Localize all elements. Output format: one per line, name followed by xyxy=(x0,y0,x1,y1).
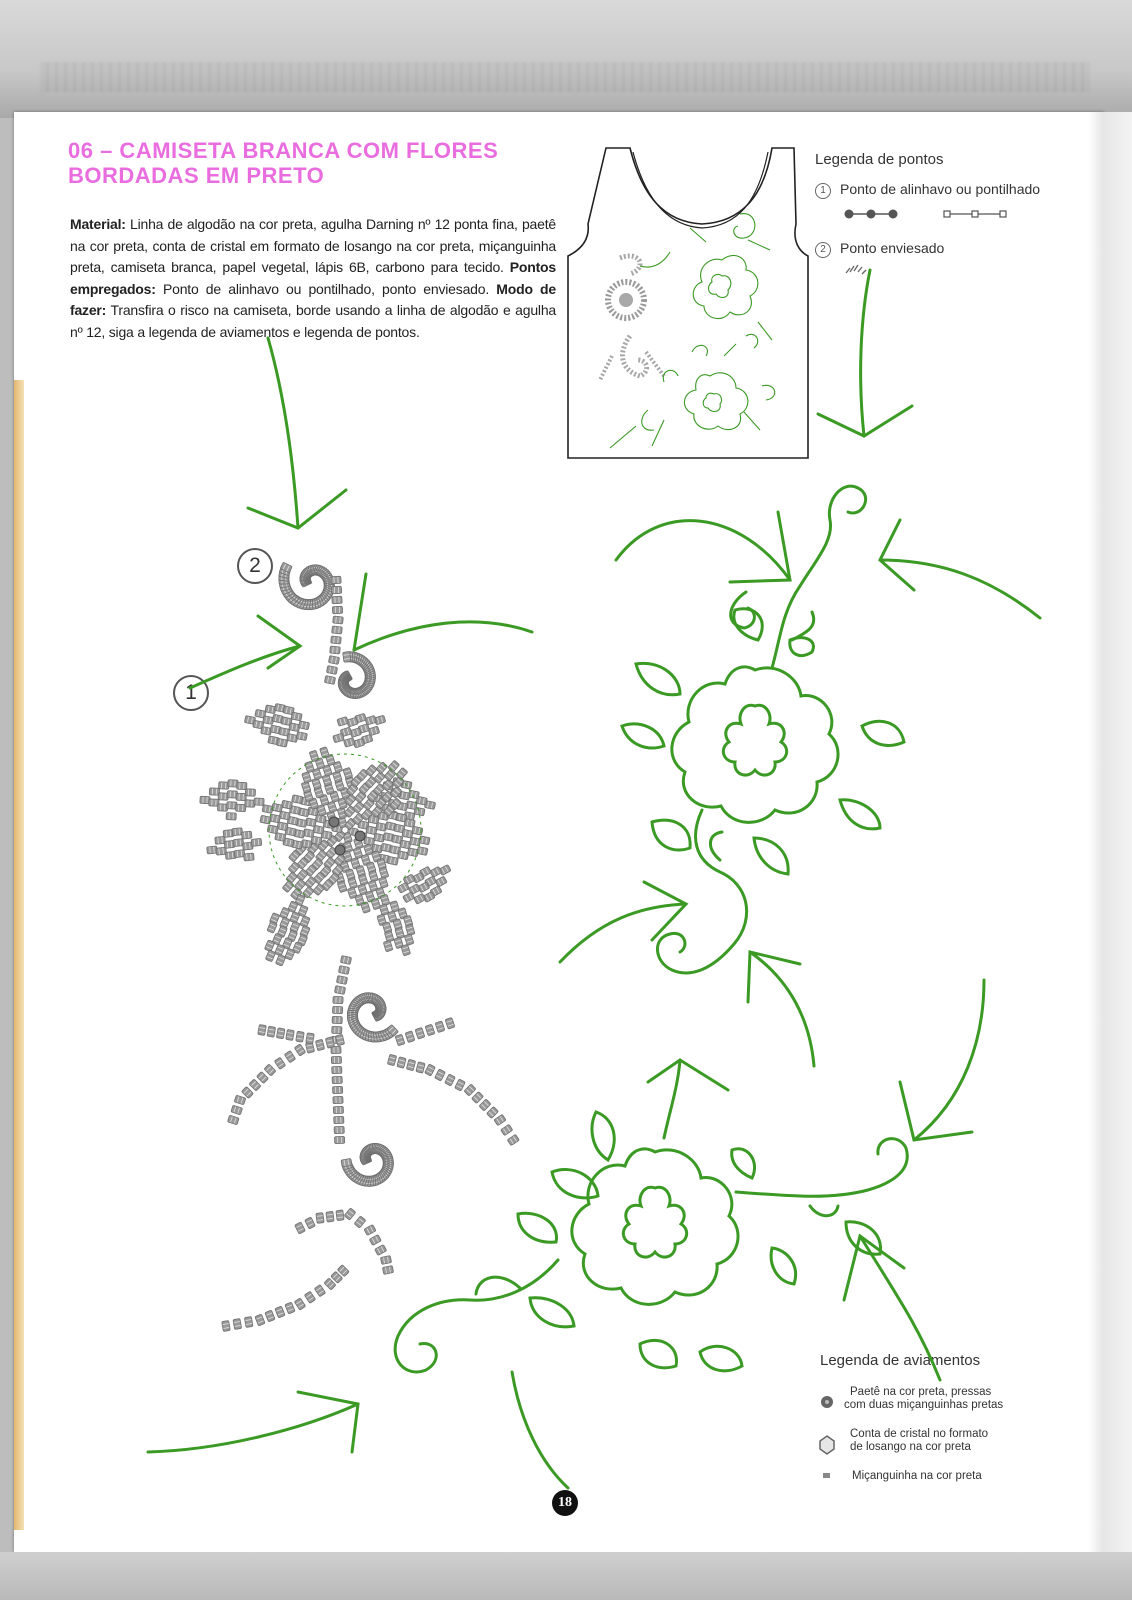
crystal-diamond-icon xyxy=(820,1436,834,1454)
material-label: Material: xyxy=(70,216,126,232)
stitches-label: Pontos empregados: xyxy=(70,259,556,297)
callout-2: 2 xyxy=(237,548,273,584)
stitch-sample-1 xyxy=(845,210,1007,219)
supplies-legend-title: Legenda de aviamentos xyxy=(820,1352,981,1369)
stitches-text: Ponto de alinhavo ou pontilhado, ponto enviesado. xyxy=(155,280,497,297)
stitch-sample-2 xyxy=(846,265,866,274)
supply-sequin-line1: Paetê na cor preta, pressas xyxy=(850,1386,992,1398)
tank-top-illustration xyxy=(568,148,808,458)
material-text: Linha de algodão na cor preta, agulha Darning nº 12 ponta fina, paetê na cor preta, conta de cristal em formato de losango na cor preta, miçanguinha preta, camiseta branca, papel vegetal, lápis 6B, carbono para tecido. xyxy=(70,216,556,276)
method-text: Transfira o risco na camiseta, borde usando a linha de algodão e agulha nº 12, siga a legenda de aviamentos e legenda de pontos. xyxy=(70,302,556,340)
bead-embroidery-pattern xyxy=(200,562,520,1331)
stitch-legend-title: Legenda de pontos xyxy=(815,151,944,168)
stitch-label-1: Ponto de alinhavo ou pontilhado xyxy=(840,181,1041,197)
supply-sequin-line2: com duas miçanguinhas pretas xyxy=(844,1399,1004,1411)
seed-bead-icon xyxy=(823,1473,830,1478)
page-number: 18 xyxy=(552,1490,578,1516)
title-line-2: BORDADAS EM PRETO xyxy=(68,163,325,188)
callout-1: 1 xyxy=(173,675,209,711)
stitch-label-2: Ponto enviesado xyxy=(840,240,945,256)
method-label: Modo de fazer: xyxy=(70,280,556,319)
supply-crystal-line2: de losango na cor preta xyxy=(850,1441,971,1453)
sequin-icon xyxy=(821,1396,833,1408)
stitch-number-2: 2 xyxy=(815,242,831,258)
supply-seed-bead-line1: Miçanguinha na cor preta xyxy=(852,1470,982,1482)
supply-crystal-line1: Conta de cristal no formato xyxy=(850,1428,989,1440)
stitch-number-1: 1 xyxy=(815,183,831,199)
title-line-1: 06 – CAMISETA BRANCA COM FLORES xyxy=(68,138,499,163)
green-embroidery-pattern xyxy=(395,486,907,1372)
